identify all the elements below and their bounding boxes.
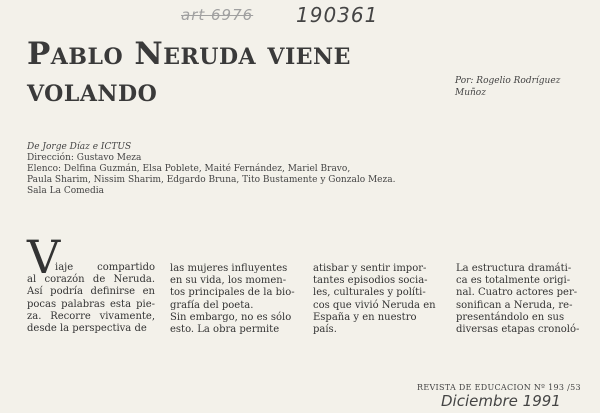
credit-direction: Dirección: Gustavo Meza	[27, 153, 142, 163]
magazine-footer: REVISTA DE EDUCACION Nº 193 /53	[417, 383, 581, 392]
column-line: en su vida, los momen-	[170, 275, 287, 287]
column-line: Así podría definirse en	[27, 286, 155, 298]
column-line: La estructura dramáti-	[456, 263, 572, 274]
handwritten-reference: art 6976	[181, 6, 254, 24]
column-line: España y en nuestro	[313, 311, 417, 323]
column-line: les, culturales y políti-	[313, 287, 426, 299]
handwritten-number: 190361	[296, 3, 379, 27]
play-credits	[27, 142, 447, 197]
column-line: Sin embargo, no es sólo	[170, 311, 292, 323]
article-byline: Por: Rogelio Rodríguez Muñoz	[455, 76, 561, 98]
body-column-2	[170, 263, 295, 336]
credit-cast-1: Elenco: Delfina Guzmán, Elsa Poblete, Maité Fernández, Mariel Bravo,	[27, 164, 351, 174]
body-column-4	[456, 263, 580, 336]
column-line: presentándolo en sus	[456, 311, 565, 323]
body-column-3	[313, 263, 436, 336]
column-line: diversas etapas cronoló-	[456, 324, 580, 336]
column-line: sonifican a Neruda, re-	[456, 299, 573, 311]
credit-venue: Sala La Comedia	[27, 186, 105, 196]
column-line: atisbar y sentir impor-	[313, 263, 427, 274]
credit-author: De Jorge Díaz e ICTUS	[27, 142, 132, 152]
column-line: iaje compartido	[55, 262, 155, 273]
column-line: grafía del poeta.	[170, 299, 254, 311]
column-line: pocas palabras esta pie-	[27, 298, 155, 310]
column-line: tos principales de la bio-	[170, 287, 295, 299]
credit-cast-2: Paula Sharim, Nissim Sharim, Edgardo Bruna, Tito Bustamente y Gonzalo Meza.	[27, 175, 396, 185]
column-line: esto. La obra permite	[170, 324, 280, 336]
drop-cap: V	[27, 230, 61, 284]
column-line: cos que vivió Neruda en	[313, 299, 436, 311]
handwritten-date: Diciembre 1991	[441, 392, 561, 410]
column-line: al corazón de Neruda.	[27, 274, 155, 286]
column-line: ca es totalmente origi-	[456, 275, 571, 287]
column-line: desde la perspectiva de	[27, 323, 147, 335]
body-column-1	[27, 230, 155, 335]
column-line: las mujeres influyentes	[170, 263, 288, 274]
column-line: país.	[313, 324, 337, 336]
column-line: nal. Cuatro actores per-	[456, 287, 578, 299]
article-title: Pablo Neruda viene volando	[27, 36, 351, 109]
column-line: tantes episodios socia-	[313, 275, 428, 287]
column-line: za. Recorre vivamente,	[27, 310, 155, 322]
